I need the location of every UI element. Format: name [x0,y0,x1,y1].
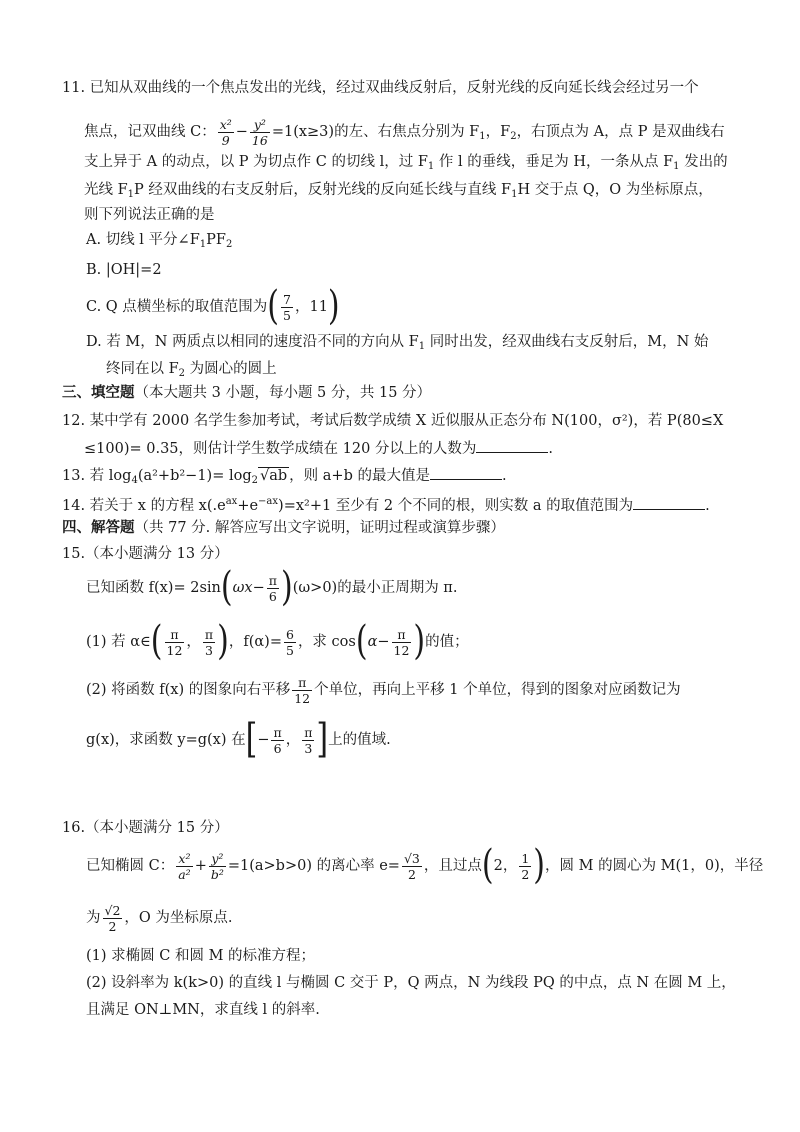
q11-line5: 则下列说法正确的是 [84,207,215,223]
answer-blank [633,495,705,510]
q11-option-d-line2: 终同在以 $F_2$ 为圆心的圆上 [106,361,277,379]
fraction: $\frac{7}{5}$ [283,291,291,323]
fraction: $\frac{\pi}{12}$ [393,626,410,658]
q11-line2: 焦点，记双曲线 C： $\frac{\text{x²}}{9}$ − $\frac{\text{y²}}{16}$ =1(x≥3)的左、右焦点分别为 $F_1$，$F_2$，右顶点为 A，点 P 是双曲线右 [84,116,725,148]
q14: 14. 若关于 x 的方程 $x(.e^{ax}+e^{-ax})=x^2+1$ 至少有 2 个不同的根，则实数 a 的取值范围为 . [62,496,710,514]
q12-line2: ≤100)= 0.35，则估计学生数学成绩在 120 分以上的人数为 . [84,438,553,459]
answer-blank [476,438,548,453]
q15-statement: 已知函数 f(x)= 2sin(ωx− $\frac{\pi}{6}$ )(ω>0)的最小正周期为 π. [86,563,458,611]
q11-option-a: A. 切线 l 平分$\angle F_1PF_2$ [86,232,233,250]
q16-heading: 16.（本小题满分 15 分） [62,820,229,836]
fraction: $\frac{\pi}{3}$ [304,724,313,756]
q15-part1: (1) 若 α∈( $\frac{\pi}{12}$ ， $\frac{\pi}{3}$ )，f(α)= $\frac{6}{5}$ ，求 cos(α− $\frac{\pi}{12}$ )的值； [86,617,469,665]
fraction: $\frac{\pi}{3}$ [204,626,214,658]
q16-statement: 已知椭圆 C： $\frac{\text{x²}}{\text{a²}}$ + $\frac{\text{y²}}{\text{b²}}$ =1(a>b>0) 的离心率 e= $\frac{√3}{2}$ ，且过点(2， $\frac{1}{2}$ )，圆 M 的圆心为 M(1，0)，半径 [86,841,764,889]
q16-part2: (2) 设斜率为 k(k>0) 的直线 l 与椭圆 C 交于 P，Q 两点，N 为线段 PQ 的中点，点 N 在圆 M 上， [86,975,736,991]
fraction: $\frac{\pi}{6}$ [273,724,282,756]
fraction: $\frac{6}{5}$ [285,626,294,658]
q11-line3: 支上异于 A 的动点，以 P 为切点作 C 的切线 l，过 $F_1$ 作 l 的垂线，垂足为 H，一条从点 $F_1$ 发出的 [84,154,728,172]
section-4-heading: 四、解答题（共 77 分. 解答应写出文字说明，证明过程或演算步骤） [62,520,505,536]
q12-line1: 12. 某中学有 2000 名学生参加考试，考试后数学成绩 X 近似服从正态分布 N(100，σ²)，若 P(80≤X [62,413,724,429]
q16-statement-cont: 为 $\frac{√2}{2}$ ，O 为坐标原点. [86,902,233,934]
fraction: $\frac{\text{y²}}{\text{b²}}$ [210,850,224,882]
q16-part1: (1) 求椭圆 C 和圆 M 的标准方程； [86,948,316,964]
q15-heading: 15.（本小题满分 13 分） [62,546,229,562]
q11-option-d-line1: D. 若 M，N 两质点以相同的速度沿不同的方向从 $F_1$ 同时出发，经双曲线右支反射后，M，N 始 [86,334,709,352]
answer-blank [430,465,502,480]
fraction: $\frac{\text{x²}}{9}$ [219,116,232,148]
fraction: $\frac{\pi}{6}$ [268,572,277,604]
q13: 13. 若 $\log_4(a^2+b^2-1)= \log_2 √ab$ ，则 a+b 的最大值是 . [62,465,507,491]
q11-option-b: B. |OH|=2 [86,262,162,278]
fraction: $\frac{√2}{2}$ [104,902,121,934]
q11-option-c: C. Q 点横坐标的取值范围为( $\frac{7}{5}$ ，11) [86,282,340,330]
q11-line4: 光线 $F_1P$ 经双曲线的右支反射后，反射光线的反向延长线与直线 $F_1H$ 交于点 Q，O 为坐标原点， [84,182,713,200]
fraction: $\frac{√3}{2}$ [403,850,420,882]
fraction: $\frac{1}{2}$ [521,850,530,882]
q15-part2: (2) 将函数 f(x) 的图象向右平移 $\frac{\pi}{12}$ 个单位，再向上平移 1 个单位，得到的图象对应函数记为 [86,674,681,706]
q15-part2-cont: g(x)，求函数 y=g(x) 在[− $\frac{\pi}{6}$ ， $\frac{\pi}{3}$ ]上的值域. [86,715,391,763]
fraction: $\frac{\pi}{12}$ [294,674,311,706]
q11-line1: 11. 已知从双曲线的一个焦点发出的光线，经过双曲线反射后，反射光线的反向延长线会经过另一个 [62,80,699,96]
section-3-heading: 三、填空题（本大题共 3 小题，每小题 5 分，共 15 分） [62,385,432,401]
q16-part2-cont: 且满足 ON⊥MN，求直线 l 的斜率. [86,1002,320,1018]
fraction: $\frac{\text{x²}}{\text{a²}}$ [178,850,191,882]
fraction: $\frac{\text{y²}}{16}$ [251,116,268,148]
fraction: $\frac{\pi}{12}$ [166,626,183,658]
